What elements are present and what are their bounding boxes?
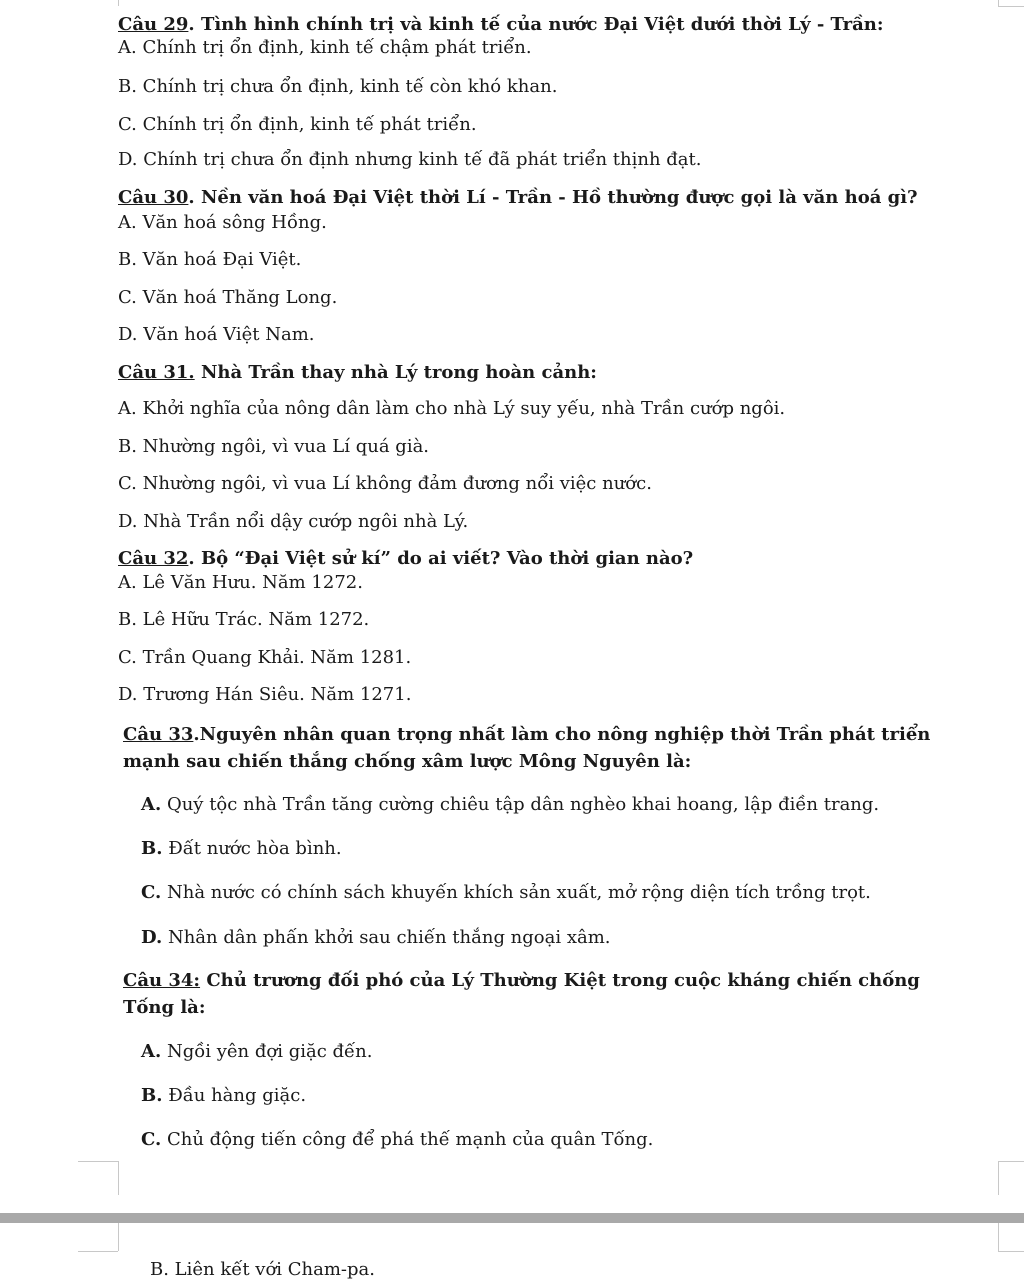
option-text: Đất nước hòa bình.	[162, 838, 342, 859]
crop-mark	[118, 1161, 119, 1195]
option-letter: A.	[141, 794, 162, 815]
question-33-title-line-2: mạnh sau chiến thắng chống xâm lược Mông Nguyên là:	[123, 751, 692, 772]
crop-mark	[998, 1223, 999, 1251]
question-text: . Nền văn hoá Đại Việt thời Lí - Trần - Hồ thường được gọi là văn hoá gì?	[188, 187, 918, 208]
question-line-1	[123, 724, 930, 746]
option-a: A. Văn hoá sông Hồng.	[118, 212, 327, 233]
question-text: . Tình hình chính trị và kinh tế của nước Đại Việt dưới thời Lý - Trần:	[188, 14, 884, 35]
crop-mark	[118, 1223, 119, 1251]
option-b: B. Nhường ngôi, vì vua Lí quá già.	[118, 436, 430, 457]
option-b: B. Văn hoá Đại Việt.	[118, 249, 302, 270]
option-letter: C.	[141, 1129, 162, 1150]
option-d: D. Nhà Trần nổi dậy cướp ngôi nhà Lý.	[118, 511, 469, 532]
question-number: Câu 30	[118, 187, 189, 208]
option-text: Quý tộc nhà Trần tăng cường chiêu tập dân nghèo khai hoang, lập điền trang.	[161, 794, 880, 815]
option-text: Nhà nước có chính sách khuyến khích sản xuất, mở rộng diện tích trồng trọt.	[161, 882, 871, 903]
question-number: Câu 32	[118, 548, 189, 569]
option-b	[141, 1085, 306, 1107]
page-break-separator	[0, 1213, 1024, 1223]
option-a: A. Lê Văn Hưu. Năm 1272.	[118, 572, 363, 593]
option-letter: A.	[141, 1041, 162, 1062]
question-34-title-line-2: Tống là:	[123, 997, 206, 1018]
question-33-title	[123, 724, 995, 746]
option-d: D. Chính trị chưa ổn định nhưng kinh tế đã phát triển thịnh đạt.	[118, 149, 702, 170]
option-text: Đầu hàng giặc.	[162, 1085, 307, 1106]
crop-mark	[78, 1161, 118, 1162]
option-b	[141, 838, 342, 860]
option-text: Ngồi yên đợi giặc đến.	[161, 1041, 373, 1062]
option-d: D. Trương Hán Siêu. Năm 1271.	[118, 684, 412, 705]
question-text: Nhà Trần thay nhà Lý trong hoàn cảnh:	[194, 362, 597, 383]
next-page-option: B. Liên kết với Cham-pa.	[150, 1259, 375, 1280]
option-a	[141, 1041, 372, 1063]
option-c: C. Văn hoá Thăng Long.	[118, 287, 338, 308]
question-29-title	[118, 14, 884, 36]
option-a	[141, 794, 879, 816]
option-letter: C.	[141, 882, 162, 903]
option-c: C. Nhường ngôi, vì vua Lí không đảm đương nổi việc nước.	[118, 473, 652, 494]
option-a: A. Chính trị ổn định, kinh tế chậm phát triển.	[118, 37, 532, 58]
option-c	[141, 1129, 653, 1151]
crop-mark	[998, 1161, 1024, 1162]
option-b: B. Chính trị chưa ổn định, kinh tế còn khó khan.	[118, 76, 558, 97]
question-30-title	[118, 187, 918, 209]
question-31-title	[118, 362, 597, 384]
crop-mark	[998, 1161, 999, 1195]
question-number: Câu 31.	[118, 362, 195, 383]
question-text: Chủ trương đối phó của Lý Thường Kiệt trong cuộc kháng chiến chống	[200, 970, 920, 991]
question-number: Câu 33	[123, 724, 194, 745]
option-text: Chủ động tiến công để phá thế mạnh của quân Tống.	[161, 1129, 654, 1150]
question-text: . Bộ “Đại Việt sử kí” do ai viết? Vào thời gian nào?	[188, 548, 694, 569]
question-number: Câu 29	[118, 14, 189, 35]
option-c: C. Chính trị ổn định, kinh tế phát triển.	[118, 114, 477, 135]
option-letter: D.	[141, 927, 163, 948]
question-34-title	[123, 970, 920, 992]
option-text: Nhân dân phấn khởi sau chiến thắng ngoại xâm.	[162, 927, 611, 948]
option-c	[141, 882, 871, 904]
crop-mark	[78, 1251, 118, 1252]
option-a: A. Khởi nghĩa của nông dân làm cho nhà Lý suy yếu, nhà Trần cướp ngôi.	[118, 398, 786, 419]
option-b: B. Lê Hữu Trác. Năm 1272.	[118, 609, 370, 630]
question-32-title	[118, 548, 693, 570]
option-c: C. Trần Quang Khải. Năm 1281.	[118, 647, 412, 668]
option-letter: B.	[141, 838, 163, 859]
option-d	[141, 927, 611, 949]
crop-mark	[998, 1251, 1024, 1252]
question-number: Câu 34:	[123, 970, 201, 991]
option-d: D. Văn hoá Việt Nam.	[118, 324, 315, 345]
option-letter: B.	[141, 1085, 163, 1106]
crop-mark	[998, 6, 1024, 7]
question-text: .Nguyên nhân quan trọng nhất làm cho nông nghiệp thời Trần phát triển	[193, 724, 931, 745]
crop-mark	[118, 0, 119, 6]
